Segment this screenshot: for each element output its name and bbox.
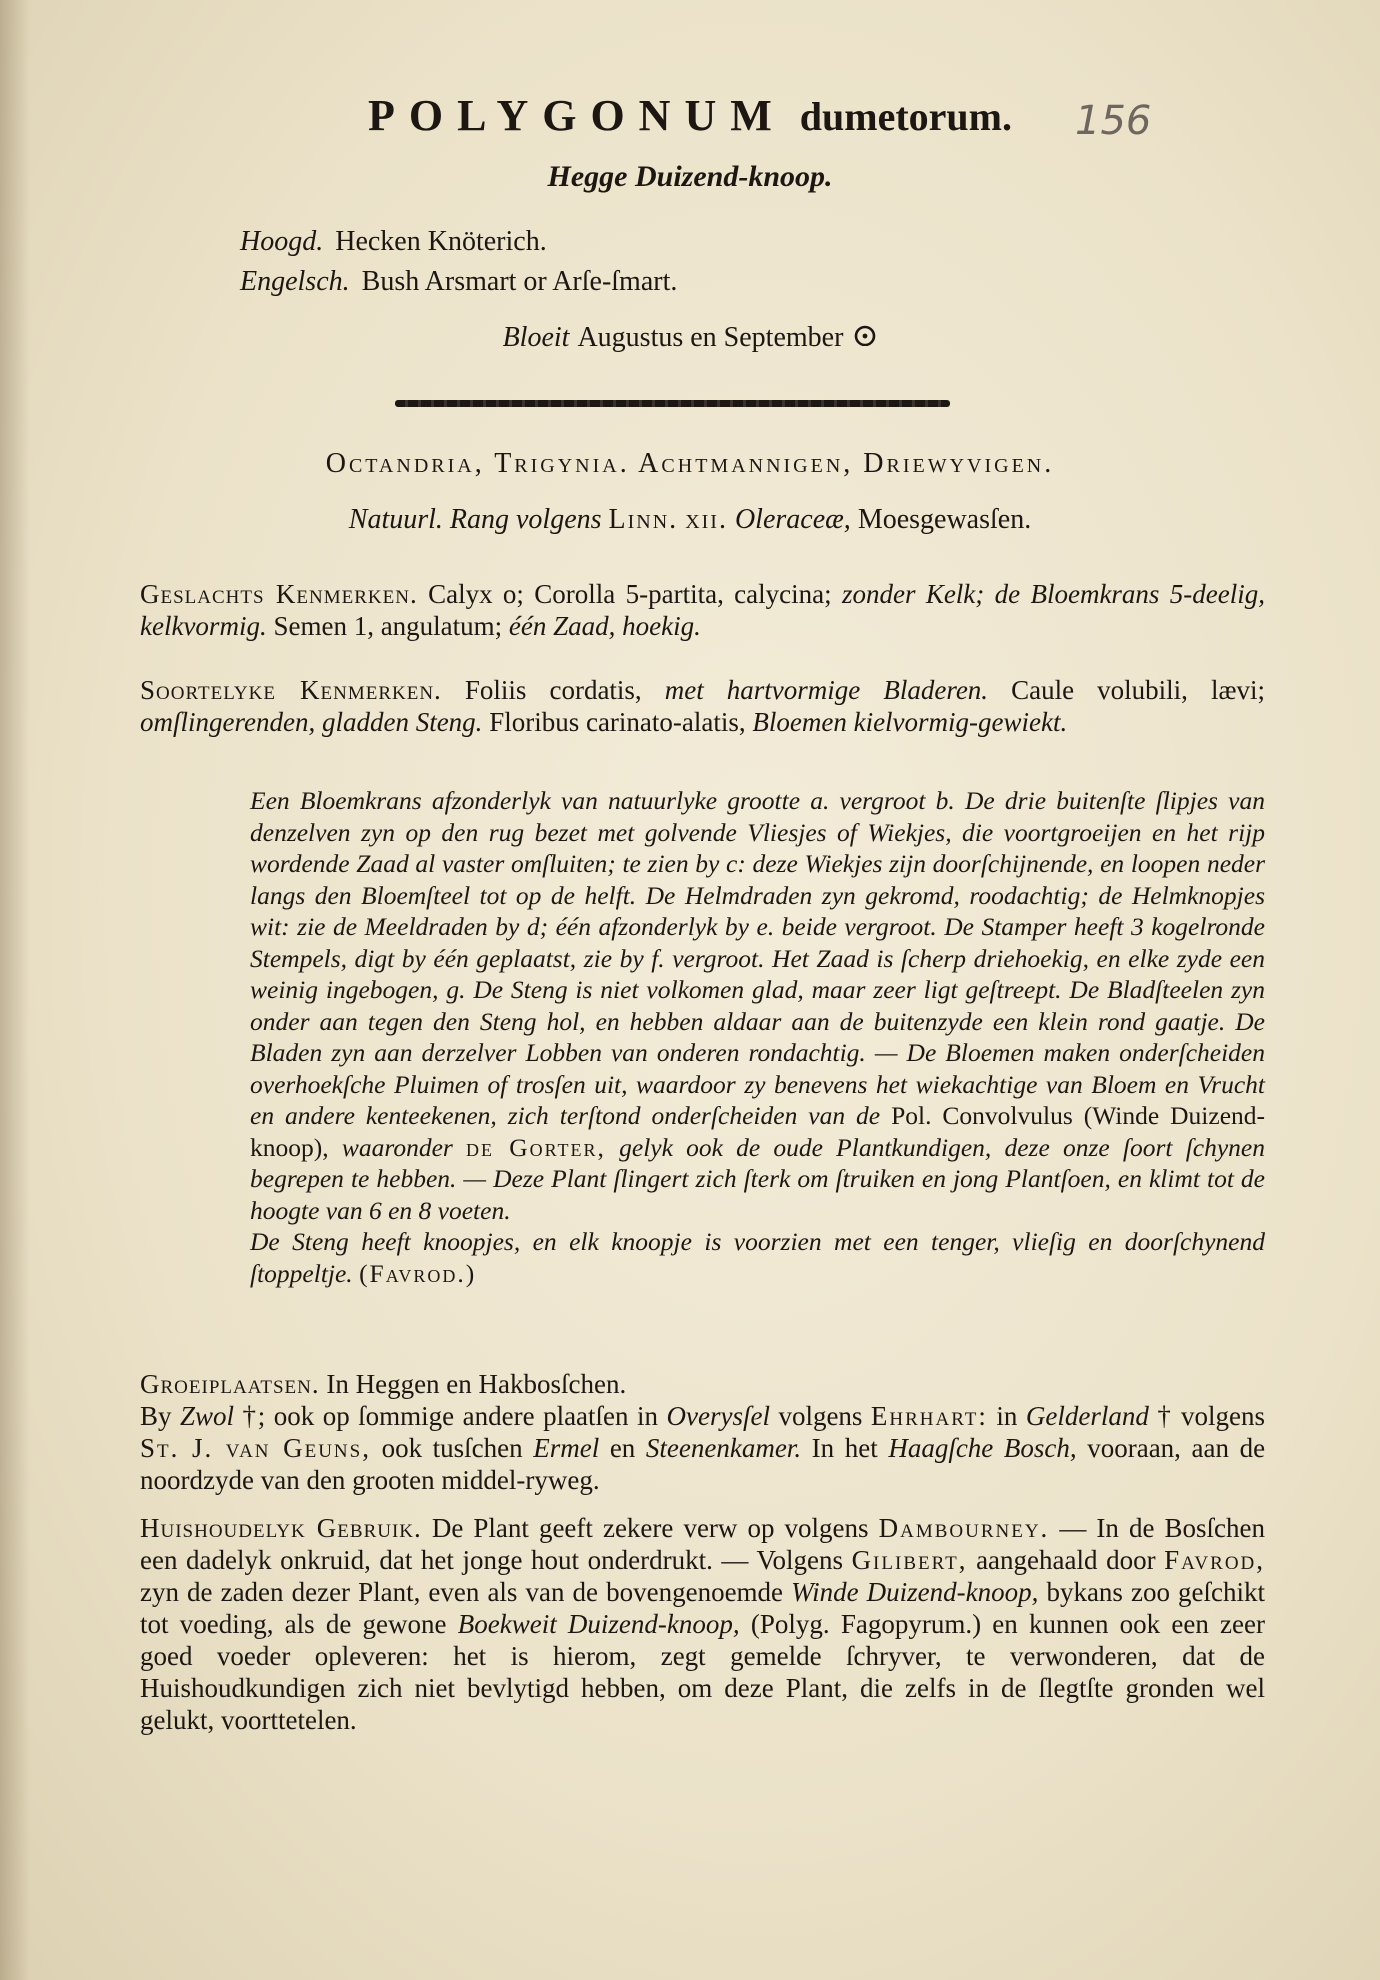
household-use-section: Huishoudelyk Gebruik. De Plant geeft zekere verw op volgens Dambourney. — In de Bosſchen een dadelyk onkruid, dat het jonge hout onderdrukt. — Volgens Gilibert, aangehaald door Favrod, zyn de zaden dezer Plant, even als van de bovengenoemde Winde Duizend-knoop, bykans zoo geſchikt tot voeding, als de gewone Boekweit Duizend-knoop, (Polyg. Fagopyrum.) en kunnen ook een zeer goed voeder opleveren: het is hierom, zegt gemelde ſchryver, te verwonderen, dat de Huishoudkundigen zich niet bevlytigd hebben, om deze Plant, die zelfs in de ſlegtſte gronden wel gelukt, voorttetelen. [140, 1513, 1266, 1735]
species-name: dumetorum. [799, 94, 1012, 139]
description-note: De Steng heeft knoopjes, en elk knoopje is voorzien met een tenger, vlieſig en doorſchynend ſtoppeltje. (Favrod.) [250, 1227, 1265, 1288]
habitat-section: Groeiplaatsen. In Heggen en Hakbosſchen. By Zwol †; ook op ſommige andere plaatſen in Overysſel volgens Ehrhart: in Gelderland † volgens St. J. van Geuns, ook tusſchen Ermel en Steenenkamer. In het Haagſche Bosch, vooraan, aan de noordzyde van den grooten middel-ryweg. [140, 1369, 1266, 1495]
species-characters: Soortelyke Kenmerken. Foliis cordatis, met hartvormige Bladeren. Caule volubili, lævi; omſlingerenden, gladden Steng. Floribus carinato-alatis, Bloemen kielvormig-gewiekt. [140, 675, 1265, 737]
common-name-english: Engelsch. Bush Arsmart or Arſe-ſmart. [240, 266, 678, 297]
ornamental-divider [395, 400, 950, 407]
plant-description [250, 785, 1265, 1289]
common-name-german: Hoogd. Hecken Knöterich. [240, 226, 547, 257]
genus-name: POLYGONUM [368, 91, 786, 140]
common-names-list [240, 222, 677, 302]
natural-rank: Natuurl. Rang volgens Linn. xii. Oleraceæ, Moesgewasſen. [348, 504, 1032, 535]
description-paragraph: Een Bloemkrans afzonderlyk van natuurlyke grootte a. vergroot b. De drie buitenſte ſlipjes van denzelven zyn op den rug bezet met golvende Vliesjes of Wiekjes, die voortgroeijen en het rijp wordende Zaad al vaster omſluiten; te zien by c: deze Wiekjes zijn doorſchijnende, en loopen neder langs den Bloemſteel tot op de helft. De Helmdraden zyn gekromd, roodachtig; de Helmknopjes wit: zie de Meeldraden by d; één afzonderlyk by e. beide vergroot. De Stamper heeft 3 kogelronde Stempels, digt by één geplaatst, zie by f. vergroot. Het Zaad is ſcherp driehoekig, en elke zyde een weinig ingebogen, g. De Steng is niet volkomen glad, maar zeer ligt geſtreept. De Bladſteelen zyn onder aan tegen den Steng hol, en hebben aldaar aan de buitenzyde een klein rond gaatje. De Bladen zyn aan derzelver Lobben van onderen rondachtig. — De Bloemen maken onderſcheiden overhoekſche Pluimen of trosſen uit, waardoor zy benevens het wiekachtige van Bloem en Vrucht en andere kenteekenen, zich terſtond onderſcheiden van de Pol. Convolvulus (Winde Duizend-knoop), waaronder de Gorter, gelyk ook de oude Plantkundigen, deze onze ſoort ſchynen begrepen te hebben. — Deze Plant ſlingert zich ſterk om ſtruiken en jong Plantſoen, en klimt tot de hoogte van 6 en 8 voeten. [250, 786, 1265, 1225]
page-gutter-shadow [0, 0, 30, 1980]
bloom-period: Bloeit Augustus en September [0, 322, 1380, 354]
dutch-name: Hegge Duizend-knoop. [547, 160, 833, 193]
annual-symbol-icon [853, 322, 877, 354]
genus-characters: Geslachts Kenmerken. Calyx o; Corolla 5-partita, calycina; zonder Kelk; de Bloemkrans 5-deelig, kelkvormig. Semen 1, angulatum; één Zaad, hoekig. [140, 579, 1266, 641]
linnaean-class: Octandria, Trigynia. Achtmannigen, Driewyvigen. [325, 448, 1055, 479]
handwritten-page-number: 156 [1075, 98, 1152, 144]
page-title [0, 90, 1380, 141]
